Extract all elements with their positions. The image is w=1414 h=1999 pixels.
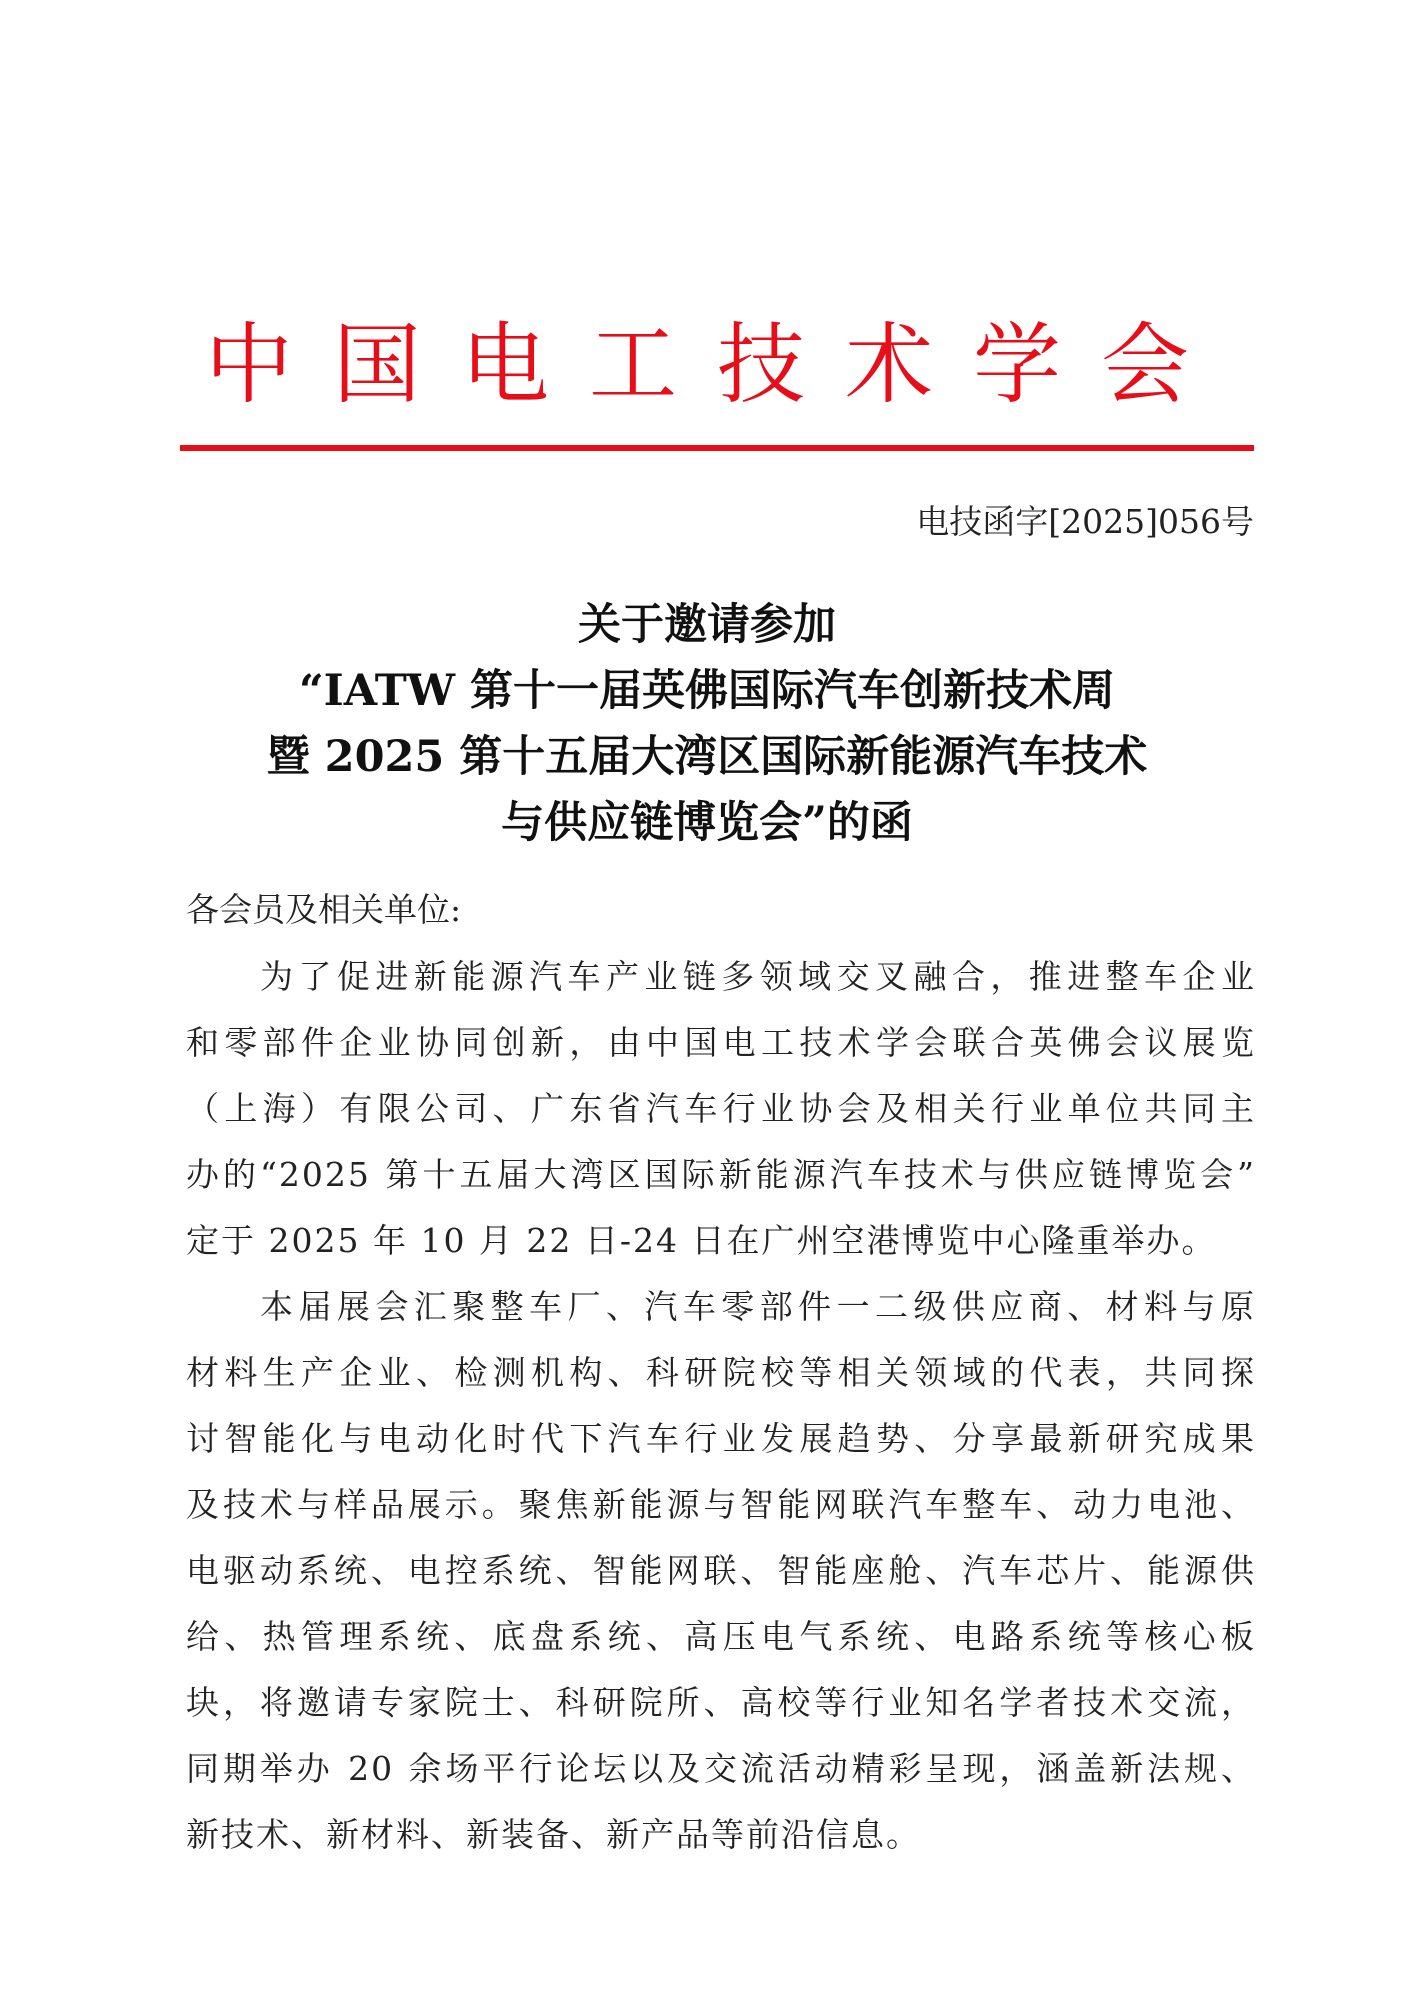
salutation: 各会员及相关单位: [186,890,462,929]
text-line: 及技术与样品展示。聚焦新能源与智能网联汽车整车、动力电池、 [186,1485,1256,1524]
text-line: 电驱动系统、电控系统、智能网联、智能座舱、汽车芯片、能源供 [186,1551,1256,1590]
title-line: 暨 2025 第十五届大湾区国际新能源汽车技术 [266,732,1148,782]
document-title [170,592,1244,856]
organization-header: 中国电工技术学会 [204,313,1229,416]
text-line: 本届展会汇聚整车厂、汽车零部件一二级供应商、材料与原 [260,1287,1256,1326]
text-line: 材料生产企业、检测机构、科研院校等相关领域的代表，共同探 [186,1353,1256,1392]
text-line: 为了促进新能源汽车产业链多领域交叉融合，推进整车企业 [260,957,1256,996]
document-number: 电技函字[2025]056号 [916,502,1254,541]
text-line: （上海）有限公司、广东省汽车行业协会及相关行业单位共同主 [186,1089,1256,1128]
title-line: “IATW 第十一届英佛国际汽车创新技术周 [298,666,1116,716]
text-line: 同期举办 20 余场平行论坛以及交流活动精彩呈现，涵盖新法规、 [186,1749,1256,1788]
title-line: 与供应链博览会”的函 [501,798,913,848]
header-divider-line [180,445,1254,451]
text-line: 块，将邀请专家院士、科研院所、高校等行业知名学者技术交流， [186,1683,1256,1722]
text-line: 定于 2025 年 10 月 22 日-24 日在广州空港博览中心隆重举办。 [186,1221,1217,1260]
paragraph-intro [186,944,1256,1274]
paragraph-exhibition [186,1274,1256,1868]
text-line: 新技术、新材料、新装备、新产品等前沿信息。 [186,1815,921,1854]
text-line: 和零部件企业协同创新，由中国电工技术学会联合英佛会议展览 [186,1023,1256,1062]
text-line: 给、热管理系统、底盘系统、高压电气系统、电路系统等核心板 [186,1617,1256,1656]
text-line: 办的“2025 第十五届大湾区国际新能源汽车技术与供应链博览会” [186,1155,1256,1194]
text-line: 讨智能化与电动化时代下汽车行业发展趋势、分享最新研究成果 [186,1419,1256,1458]
title-line: 关于邀请参加 [578,600,836,650]
